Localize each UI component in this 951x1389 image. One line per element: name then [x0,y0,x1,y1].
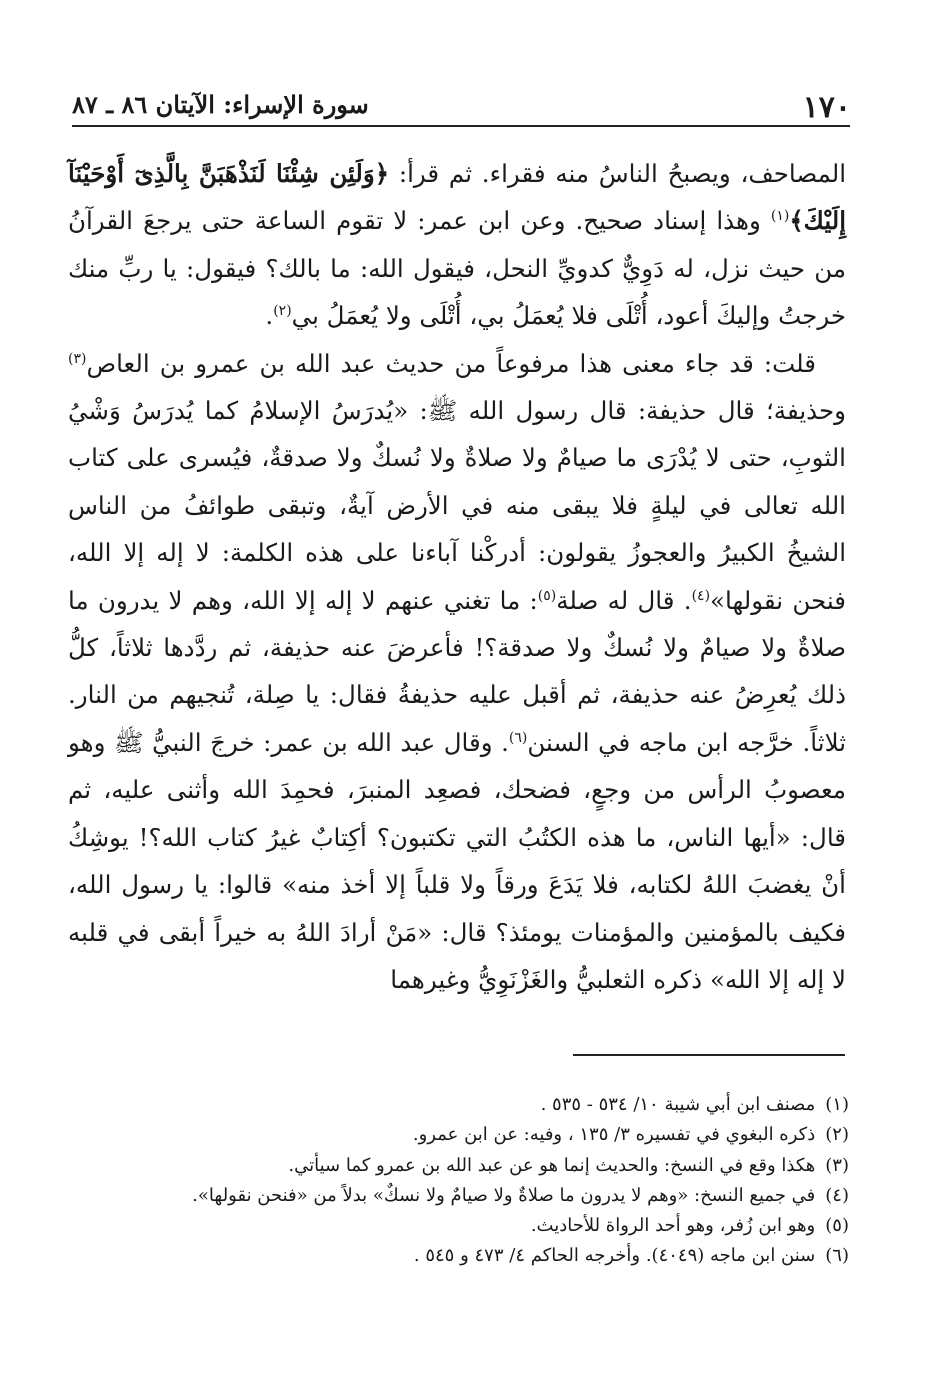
footnote-text: في جميع النسخ: «وهم لا يدرون ما صلاةٌ ولا صيامٌ ولا نسكٌ» بدلاً من «فنحن نقولها». [192,1184,816,1206]
footnote-2 [90,1124,849,1154]
paragraph-1 [68,150,846,340]
footnote-text: هكذا وقع في النسخ: والحديث إنما هو عن عبد الله بن عمرو كما سيأتي. [288,1154,816,1176]
text-run: المصاحف، ويصبحُ الناسُ منه فقراء. ثم قرأ: [389,159,847,188]
footnote-5 [90,1215,849,1245]
footnote-text: مصنف ابن أبي شيبة ١٠/ ٥٣٤ - ٥٣٥ . [540,1094,816,1115]
footnote-4 [90,1185,849,1215]
page-number: ١٧٠ [802,90,851,125]
text-run: . وقال عبد الله بن عمر: خرجَ النبيُّ ﷺ وهو معصوبُ الرأس من وجعٍ، فضحك، فصعِد المنبرَ، فحمِدَ الله وأثنى عليه، ثم قال: «أيها الناس، ما هذه الكتُبُ التي تكتبون؟ أكِتابٌ غيرُ كتاب الله؟! يوشِكُ أنْ يغضبَ اللهُ لكتابه، فلا يَدَعَ ورقاً ولا قلباً إلا أخذ منه» قالوا: يا رسول الله، فكيف بالمؤمنين والمؤمنات يومئذ؟ قال: «مَنْ أرادَ اللهُ به خيراً أبقى في قلبه لا إله إلا الله» ذكره الثعلبيُّ والغَزْنَوِيُّ وغيرهما [68,727,846,994]
text-run: وهذا إسناد صحيح. وعن ابن عمر: لا تقوم الساعة حتى يرجعَ القرآنُ من حيث نزل، له دَوِيٌّ كدويِّ النحل، فيقول الله: ما بالك؟ فيقول: يا ربِّ منك خرجتُ وإليكَ أعود، أُتْلَى فلا يُعمَلُ بي، أُتْلَى ولا يُعمَلُ بي [68,206,846,331]
footnote-text: سنن ابن ماجه (٤٠٤٩). وأخرجه الحاكم ٤/ ٤٧٣ و ٥٤٥ . [413,1245,816,1267]
footnote-text: وهو ابن زُفر، وهو أحد الرواة للأحاديث. [530,1215,816,1237]
text-run: : ما تغني عنهم لا إله إلا الله، وهم لا يدرون ما صلاةٌ ولا صيامٌ ولا نُسكٌ ولا صدقة؟! فأعرضَ عنه حذيفة، ثم ردَّدها ثلاثاً، كلُّ ذلك يُعرِضُ عنه حذيفة، ثم أقبل عليه حذيفةُ فقال: يا صِلة، تُنجيهم من النار. ثلاثاً. خرَّجه ابن ماجه في السنن [68,585,847,757]
footnote-number: (٥) [825,1215,849,1237]
footnote-ref-1[interactable]: (١) [770,208,790,225]
footnote-ref-6[interactable]: (٦) [508,729,528,746]
footnote-6 [90,1245,849,1275]
text-run: . قال له صلة [556,585,692,615]
page-header [72,88,851,128]
footnote-separator [573,1054,845,1056]
text-run: وحذيفة؛ قال حذيفة: قال رسول الله ﷺ: «يُدرَسُ الإسلامُ كما يُدرَسُ وَشْيُ الثوبِ، حتى لا يُدْرَى ما صيامٌ ولا صلاةٌ ولا نُسكٌ ولا صدقةٌ، فيُسرى على كتاب الله تعالى في ليلةٍ فلا يبقى منه في الأرض آيةٌ، وتبقى طوائفُ من الناس الشيخُ الكبيرُ والعجوزُ يقولون: أدركْنا آباءنا على هذه الكلمة: لا إله إلا الله، فنحن نقولها» [68,396,847,615]
text-run: . [265,301,274,331]
footnote-ref-3[interactable]: (٣) [68,350,87,367]
footnote-text: ذكره البغوي في تفسيره ٣/ ١٣٥ ، وفيه: عن ابن عمرو. [412,1124,816,1146]
main-text [68,150,846,1003]
footnote-1 [90,1094,849,1124]
paragraph-2 [68,340,846,1004]
footnote-number: (١) [825,1094,849,1115]
footnote-number: (٦) [825,1245,849,1267]
footnote-number: (٢) [825,1124,849,1146]
footnote-ref-5[interactable]: (٥) [537,587,557,604]
footnote-number: (٣) [825,1154,849,1176]
footnote-number: (٤) [825,1184,849,1206]
footnote-ref-4[interactable]: (٤) [691,587,711,604]
footnote-ref-2[interactable]: (٢) [273,303,292,320]
text-run: قلت: قد جاء معنى هذا مرفوعاً من حديث عبد الله بن عمرو بن العاص [86,348,816,378]
footnote-3 [90,1155,849,1185]
header-rule [72,125,850,127]
footnotes [90,1094,849,1276]
quran-verse: ﴿وَلَئِن شِئْنَا لَنَذْهَبَنَّ بِالَّذِىٓ أَوْحَيْنَآ إِلَيْكَ﴾ [68,159,846,236]
running-title: سورة الإسراء: الآيتان ٨٦ ـ ٨٧ [72,90,369,119]
